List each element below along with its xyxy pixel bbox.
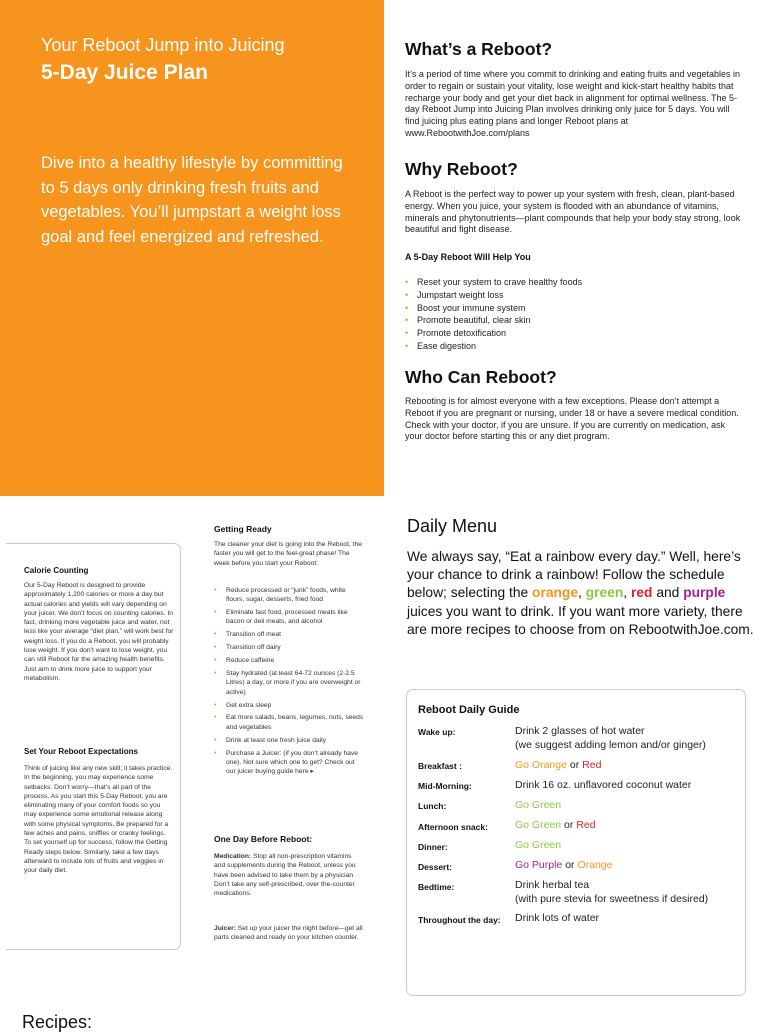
throughout-label: Throughout the day: xyxy=(418,915,501,925)
list-item xyxy=(405,327,582,340)
medication-label: Medication: xyxy=(214,853,252,860)
hero-title: 5-Day Juice Plan xyxy=(41,61,208,84)
bedtime-label: Bedtime: xyxy=(418,882,455,892)
help-item: Boost your immune system xyxy=(417,302,526,313)
bullet-icon: • xyxy=(405,340,409,351)
hero-body: Dive into a healthy lifestyle by committing to 5 days only drinking fresh fruits and vegetables. You’ll jumpstart a weight loss goal and feel energized and refreshed. xyxy=(41,154,343,246)
list-item xyxy=(405,289,582,302)
or-word: or xyxy=(564,819,574,831)
help-list xyxy=(405,276,582,353)
list-item[interactable] xyxy=(214,749,364,777)
why-heading: Why Reboot? xyxy=(405,159,518,179)
bullet-icon: • xyxy=(214,670,217,678)
wake-label: Wake up: xyxy=(418,727,456,737)
purple-word: purple xyxy=(683,585,726,601)
throughout-value: Drink lots of water xyxy=(515,912,600,924)
medication-text: Stop all non-prescription vitamins and supplements during the Reboot, unless you have been advised to take them by a physician Don’t take any self-prescribed, over the-counter medications. xyxy=(214,853,356,898)
list-item xyxy=(214,656,364,665)
day-before-heading: One Day Before Reboot: xyxy=(214,834,313,844)
help-item: Reset your system to crave healthy foods xyxy=(417,277,583,287)
afternoon-value xyxy=(515,819,596,833)
list-item xyxy=(214,669,364,697)
expectations-body: Think of juicing like any new skill; it takes practice. In the beginning, you may experience some setbacks. Don’t worry—that’s all part of the process. As you start this 5-Day Reboot, you are eliminating many of your comfort foods so you may experience some emotional release along with some physical symptoms. Be prepared for a few aches and pains, sniffles or cranky feelings. To set yourself up for success, follow the Getting Ready steps below. Similarly, take a few days afterward to include lots of fruits and veggies in your daily diet. xyxy=(24,765,173,875)
dinner-label: Dinner: xyxy=(418,842,448,852)
list-item xyxy=(405,314,582,327)
go-green: Go Green xyxy=(515,819,562,831)
juicer-paragraph xyxy=(214,924,364,943)
calorie-heading: Calorie Counting xyxy=(24,566,89,575)
help-item: Jumpstart weight loss xyxy=(417,289,504,300)
list-item xyxy=(214,630,364,639)
bullet-icon: • xyxy=(214,644,217,652)
midmorning-label: Mid-Morning: xyxy=(418,781,472,791)
list-item xyxy=(405,276,582,289)
hero-kicker: Your Reboot Jump into Juicing xyxy=(41,35,285,55)
bullet-icon: • xyxy=(214,609,217,617)
who-heading: Who Can Reboot? xyxy=(405,367,557,387)
go-orange: Go Orange xyxy=(515,759,567,771)
bedtime-line-1: Drink herbal tea xyxy=(515,879,590,891)
breakfast-value xyxy=(515,759,601,773)
afternoon-label: Afternoon snack: xyxy=(418,822,488,832)
intro-text: We always say, “Eat a rainbow every day.” Well, here’s your chance to drink a rainbow! Follow the schedule below; selecting the xyxy=(407,549,741,601)
medication-paragraph xyxy=(214,852,364,898)
red-word: red xyxy=(630,585,653,601)
ready-item: Reduce caffeine xyxy=(226,657,275,665)
who-body: Rebooting is for almost everyone with a few exceptions. Please don’t attempt a Reboot if you are pregnant or nursing, under 18 or have a severe medical condition. Check with your doctor, if you are unsure. If you are currently on medication, ask your doctor before starting this or any diet program. xyxy=(405,396,739,442)
orange-word: orange xyxy=(532,585,579,601)
ready-item: Drink at least one fresh juice daily xyxy=(226,736,326,744)
bedtime-line-2: (with pure stevia for sweetness if desired) xyxy=(515,892,709,905)
list-item xyxy=(214,713,364,732)
go-red: Red xyxy=(576,819,596,831)
or-word: or xyxy=(565,859,575,871)
wake-value xyxy=(515,725,706,752)
bullet-icon: • xyxy=(405,289,409,300)
comma: , xyxy=(578,585,582,601)
lunch-value: Go Green xyxy=(515,799,562,811)
bullet-icon: • xyxy=(214,749,217,757)
breakfast-label: Breakfast : xyxy=(418,761,462,771)
ready-item: Stay hydrated (at least 64-72 ounces (2-2.5 Litres) a day, or more if you are overweight or active) xyxy=(226,670,361,696)
bullet-icon: • xyxy=(405,277,409,287)
whats-body: It’s a period of time where you commit to drinking and eating fruits and vegetables in order to regain or sustain your vitality, lose weight and kick-start healthy habits that recharge your body and get your diet back in alignment for optimal wellness. The 5-day Reboot Jump into Juicing Plan involves drinking only juice for 5 days. You will find juicing plus eating plans and longer Reboot plans at www.RebootwithJoe.com/plans xyxy=(405,69,741,138)
bullet-icon: • xyxy=(405,328,409,339)
intro-text: juices you want to drink. If you want more variety, there are more recipes to choose from on RebootwithJoe.com. xyxy=(407,603,754,637)
list-item xyxy=(214,701,364,710)
bullet-icon: • xyxy=(214,587,217,594)
help-item: Ease digestion xyxy=(417,340,477,351)
wake-line-1: Drink 2 glasses of hot water xyxy=(515,725,645,737)
midmorning-value: Drink 16 oz. unflavored coconut water xyxy=(515,779,692,791)
juicer-guide-link[interactable]: Purchase a Juicer: (if you don’t already have one). Not sure which one to get? Check out our juicer buying guide here ▸ xyxy=(226,749,358,776)
dessert-label: Dessert: xyxy=(418,862,453,872)
lunch-label: Lunch: xyxy=(418,801,447,811)
list-item xyxy=(405,302,582,315)
comma: , xyxy=(623,585,628,601)
getting-ready-heading: Getting Ready xyxy=(214,524,272,534)
why-body: A Reboot is the perfect way to power up your system with fresh, clean, plant-based energy. When you juice, your system is flooded with an abundance of vitamins, minerals and phytonutrients—plant compounds that help your body stay strong, look beautiful and fight disease. xyxy=(405,189,741,235)
bullet-icon: • xyxy=(214,701,217,709)
daily-menu-intro xyxy=(407,548,755,639)
help-item: Promote detoxification xyxy=(417,328,507,339)
bedtime-value xyxy=(515,879,708,906)
help-title: A 5-Day Reboot Will Help You xyxy=(405,252,531,262)
bullet-icon: • xyxy=(405,302,409,313)
list-item xyxy=(214,643,364,652)
ready-item: Transition off meat xyxy=(226,631,282,639)
ready-item: Reduce processed or “junk” foods, white flours, sugar, desserts, fried food xyxy=(226,587,346,604)
calorie-body: Our 5-Day Reboot is designed to provide approximately 1,200 calories or more a day but actual calories and yields will vary depending on your juicer. We don’t focus on counting calories. In fact, drinking more vegetable juice and water, not less like your average “diet plan,” will work best for weight loss. If you do a Reboot, you will probably lose weight. If you don’t want to lose weight, you can still Reboot for the amazing health benefits. Just aim to drink more juice to support your metabolism. xyxy=(24,582,174,682)
ready-item: Get extra sleep xyxy=(226,701,272,709)
wake-line-2: (we suggest adding lemon and/or ginger) xyxy=(515,738,706,751)
daily-guide-title: Reboot Daily Guide xyxy=(418,704,520,716)
bullet-icon: • xyxy=(214,736,217,744)
go-purple: Go Purple xyxy=(515,859,563,871)
orange-option: Orange xyxy=(577,859,613,871)
list-item xyxy=(214,736,364,745)
ready-item: Eliminate fast food, processed meats like bacon or deli meats, and alcohol xyxy=(226,609,348,626)
bullet-icon: • xyxy=(214,657,217,665)
expectations-heading: Set Your Reboot Expectations xyxy=(24,747,138,756)
ready-item: Transition off dairy xyxy=(226,644,281,652)
dessert-value xyxy=(515,859,613,873)
ready-item: Eat more salads, beans, legumes, nuts, seeds and vegetables xyxy=(226,714,364,731)
daily-menu-title: Daily Menu xyxy=(407,516,498,536)
juicer-text: Set up your juicer the night before—get all parts cleaned and ready on your kitchen counter. xyxy=(214,925,363,942)
green-word: green xyxy=(585,585,624,601)
recipes-heading: Recipes: xyxy=(22,1012,93,1032)
list-item xyxy=(405,340,582,353)
juicer-label: Juicer: xyxy=(214,925,236,932)
bullet-icon: • xyxy=(214,714,217,722)
or-word: or xyxy=(569,759,580,771)
getting-ready-list xyxy=(214,586,364,780)
getting-ready-intro: The cleaner your diet is going into the Reboot, the faster you will get to the feel-great phase! The week before you start your Reboot: xyxy=(214,541,362,567)
and-word: and xyxy=(656,585,680,601)
bullet-icon: • xyxy=(214,631,217,639)
go-red: Red xyxy=(582,759,602,771)
help-item: Promote beautiful, clear skin xyxy=(417,315,531,326)
list-item xyxy=(214,608,364,627)
whats-heading: What’s a Reboot? xyxy=(405,39,553,59)
bullet-icon: • xyxy=(405,315,409,326)
list-item xyxy=(214,586,364,605)
dinner-value: Go Green xyxy=(515,839,562,851)
